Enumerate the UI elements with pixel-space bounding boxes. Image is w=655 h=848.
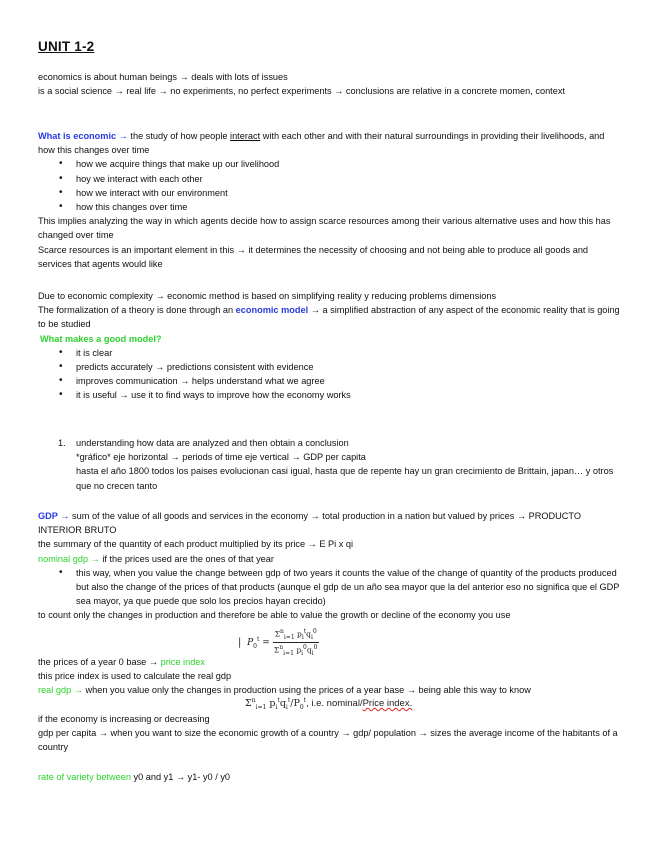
nominal-gdp-line [38, 552, 623, 566]
list-item: • this way, when you value the change between gdp of two years it counts the value of the change of quantity of the products produced but also the change of the prices of that products (aunque el gdp de un año sea mayor que la del anterior eso no significa que el GDP sea mayor, ya que puede que solo los precios hayan crecido) [38, 566, 623, 609]
gdp-definition-text: sum of the value of all goods and services in the economy → total production in a nation but valued by prices → PRODUCTO INTERIOR BRUTO [38, 511, 582, 536]
gdp-section [38, 509, 623, 623]
list-item: • how this changes over time [38, 200, 623, 214]
list-item: • predicts accurately → predictions consistent with evidence [38, 360, 623, 374]
gdp-definition [38, 509, 623, 537]
list-item: • it is useful → use it to find ways to improve how the economy works [38, 388, 623, 402]
gdp-summary: the summary of the quantity of each product multiplied by its price → E Pi x qi [38, 539, 354, 550]
implies-paragraph: This implies analyzing the way in which agents decide how to assign scarce resources among their various alternative uses and how this has changed over time [38, 216, 611, 241]
livelihood-bullet-list [38, 157, 623, 214]
what-is-economic-section [38, 129, 623, 271]
price-index-section [38, 655, 623, 698]
definition-text: with each other and with their natural surroundings in providing their livelihoods, and how this changes over time [38, 131, 605, 156]
good-model-heading-text: What makes a good model? [40, 333, 162, 344]
intro-line: economics is about human beings → deals with lots of issues [38, 72, 288, 82]
gdp-conclusion-section [38, 712, 623, 755]
numbered-list [38, 436, 623, 493]
list-item: • how we acquire things that make up our livelihood [38, 157, 623, 171]
list-item: • hoy we interact with each other [38, 172, 623, 186]
price-index-line [38, 655, 623, 669]
formalization-text: The formalization of a theory is done through an [38, 305, 236, 316]
numbered-line: understanding how data are analyzed and then obtain a conclusion [76, 438, 349, 448]
list-item: • it is clear [38, 346, 623, 360]
formalization-text: → a simplified abstraction of any aspect of the economic reality that is going to be studied [38, 305, 620, 330]
price-index-term: price index [160, 657, 206, 667]
numbered-item [38, 436, 623, 493]
price-index-usage: this price index is used to calculate the real gdp [38, 671, 232, 682]
rate-of-variety-section [38, 770, 623, 784]
definition-paragraph [38, 129, 623, 157]
increasing-line: if the economy is increasing or decreasing [38, 714, 210, 724]
intro-section [38, 70, 623, 98]
numbered-line: *gráfico* eje horizontal → periods of time eje vertical → GDP per capita [76, 452, 366, 463]
list-item: • improves communication → helps understand what we agree [38, 374, 623, 388]
gdp-per-capita-paragraph: gdp per capita → when you want to size the economic growth of a country → gdp/ population → sizes the average income of the habitants of a country [38, 728, 618, 753]
price-index-text: the prices of a year 0 base → [38, 657, 161, 667]
rate-of-variety-line [38, 770, 623, 784]
formalization-paragraph [38, 303, 623, 331]
good-model-heading [38, 332, 623, 346]
numbered-line: hasta el año 1800 todos los paises evolucionan casi igual, hasta que de repente hay un gran crecimiento de Brittain, japan… y otros que no crecen tanto [76, 466, 614, 491]
interact-underlined: interact [230, 131, 261, 141]
item-number: 1. [58, 438, 66, 448]
rate-of-variety-text: y0 and y1 → y1- y0 / y0 [130, 772, 231, 782]
real-gdp-term: real gdp → [38, 685, 83, 696]
definition-text: the study of how people [130, 131, 231, 141]
nominal-gdp-term: nominal gdp → [38, 553, 100, 564]
economic-model-term: economic model [235, 305, 309, 316]
scarce-resources-paragraph: Scarce resources is an important element in this → it determines the necessity of choosing and not being able to produce all goods and services that agents would like [38, 244, 589, 269]
complexity-paragraph: Due to economic complexity → economic method is based on simplifying reality y reducing problems dimensions [38, 291, 497, 301]
price-index-misspelled: Price index. [362, 698, 413, 710]
real-gdp-formula: $\Sigma^n_{i=1}$ $p_i^tq_i^t/P_0^t$, i.e. nominal/Price index. [245, 697, 413, 712]
price-index-formula: | $P_0^t$ = $\frac{\Sigma^n_{i=1} p_i^tq_i^0}{\Sigma^n_{i=1} p_i^0q_i^0}$ [238, 628, 318, 657]
count-only-paragraph: to count only the changes in production and therefore be able to value the growth or decline of the economy you use [38, 610, 511, 621]
good-model-bullet-list [38, 346, 623, 403]
economic-model-section [38, 289, 623, 403]
what-is-economic-heading: What is economic → [38, 131, 128, 141]
gdp-heading: GDP → [38, 511, 70, 521]
page-title: UNIT 1-2 [38, 39, 95, 54]
real-gdp-formula-text: , i.e. nominal/ [306, 698, 363, 710]
nominal-gdp-text: if the prices used are the ones of that year [99, 553, 274, 564]
rate-of-variety-term: rate of variety between [38, 772, 131, 782]
intro-line: is a social science → real life → no experiments, no perfect experiments → conclusions are relative in a concrete momen, context [38, 86, 565, 97]
nominal-gdp-bullet-list [38, 566, 623, 609]
real-gdp-text: when you value only the changes in production using the prices of a year base → being able this way to know [82, 685, 531, 696]
list-item: • how we interact with our environment [38, 186, 623, 200]
